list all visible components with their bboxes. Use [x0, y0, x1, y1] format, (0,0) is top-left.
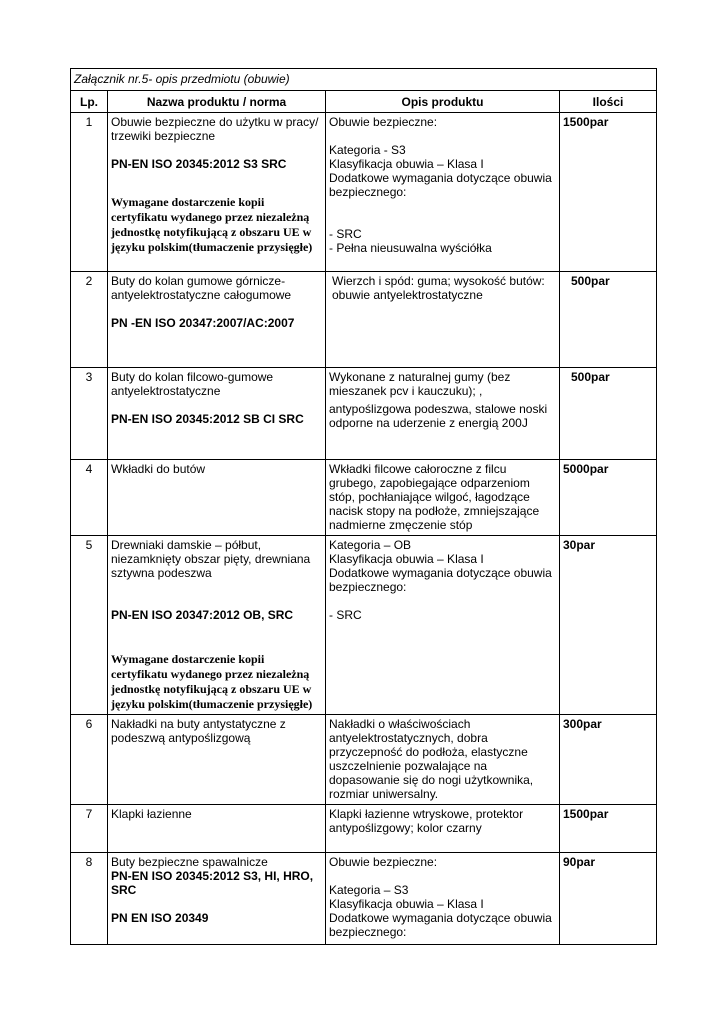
- row-desc-line: Kategoria - S3: [329, 143, 406, 157]
- row-lp: 2: [71, 272, 108, 368]
- row-qty: 1500par: [563, 115, 609, 129]
- row-lp: 6: [71, 715, 108, 805]
- header-qty: Ilości: [560, 91, 657, 113]
- row-norm: PN-EN ISO 20345:2012 S3 SRC: [111, 157, 287, 171]
- row-lp: 5: [71, 536, 108, 715]
- row-name-cell: [108, 368, 326, 460]
- row-name: Wkładki do butów: [108, 460, 326, 536]
- row-qty-cell: [560, 853, 657, 945]
- row-desc-line: Klasyfikacja obuwia – Klasa I: [329, 897, 484, 911]
- row-name: Buty bezpieczne spawalnicze: [111, 855, 268, 869]
- row-desc-line: Dodatkowe wymagania dotyczące obuwia bezpiecznego:: [329, 911, 552, 939]
- row-name: Drewniaki damskie – półbut, niezamknięty obszar pięty, drewniana sztywna podeszwa: [111, 538, 311, 580]
- row-lp: 1: [71, 113, 108, 272]
- row-qty: 500par: [571, 274, 610, 288]
- table-row: [71, 715, 657, 805]
- row-desc-line: Obuwie bezpieczne:: [329, 855, 438, 869]
- row-name-cell: [108, 113, 326, 272]
- row-desc-line: Kategoria – OB: [329, 538, 412, 552]
- row-qty: 30par: [563, 538, 596, 552]
- row-norm: PN -EN ISO 20347:2007/AC:2007: [111, 316, 295, 330]
- row-note: Wymagane dostarczenie kopii certyfikatu wydanego przez niezależną jednostkę notyfikującą z obszaru UE w języku polskim(tłumaczenie przysięgłe): [111, 652, 313, 711]
- row-desc: Wykonane z naturalnej gumy (bez mieszanek pcv i kauczuku); ,: [329, 370, 511, 398]
- row-norm: PN-EN ISO 20345:2012 S3, HI, HRO, SRC: [111, 869, 314, 897]
- table-row: [71, 536, 657, 715]
- header-desc: Opis produktu: [326, 91, 560, 113]
- row-name: Klapki łazienne: [108, 805, 326, 853]
- row-qty: 500par: [571, 370, 610, 384]
- row-desc: Wierzch i spód: guma; wysokość butów: obuwie antyelektrostatyczne: [332, 274, 545, 302]
- row-qty: 1500par: [563, 807, 609, 821]
- product-table: [70, 68, 657, 945]
- row-qty-cell: [560, 536, 657, 715]
- row-desc-cell: [326, 272, 560, 368]
- row-qty-cell: [560, 272, 657, 368]
- row-desc-2: antypoślizgowa podeszwa, stalowe noski odporne na uderzenie z energią 200J: [329, 402, 548, 430]
- row-desc-cell: [326, 536, 560, 715]
- table-caption: Załącznik nr.5- opis przedmiotu (obuwie): [71, 69, 657, 91]
- row-desc-cell: [326, 368, 560, 460]
- row-desc-line: Klasyfikacja obuwia – Klasa I: [329, 157, 484, 171]
- header-lp: Lp.: [71, 91, 108, 113]
- table-row: [71, 272, 657, 368]
- row-name: Buty do kolan filcowo-gumowe antyelektrostatyczne: [111, 370, 274, 398]
- row-desc-line: Obuwie bezpieczne:: [329, 115, 438, 129]
- row-name-cell: [108, 272, 326, 368]
- row-desc-line: Dodatkowe wymagania dotyczące obuwia bezpiecznego:: [329, 171, 552, 199]
- table-row: [71, 853, 657, 945]
- row-name: Obuwie bezpieczne do użytku w pracy/ trzewiki bezpieczne: [111, 115, 319, 143]
- row-qty: 300par: [563, 717, 602, 731]
- row-qty-cell: [560, 460, 657, 536]
- row-qty: 5000par: [563, 462, 609, 476]
- table-row: [71, 460, 657, 536]
- row-desc-line: Dodatkowe wymagania dotyczące obuwia bezpiecznego:: [329, 566, 552, 594]
- row-qty: 90par: [563, 855, 596, 869]
- table-row: [71, 805, 657, 853]
- row-desc-cell: [326, 113, 560, 272]
- row-norm: PN-EN ISO 20345:2012 SB CI SRC: [111, 412, 304, 426]
- row-desc-line: - SRC: [329, 227, 362, 241]
- row-name: Buty do kolan gumowe górnicze-antyelektrostatyczne całogumowe: [111, 274, 292, 302]
- header-name: Nazwa produktu / norma: [108, 91, 326, 113]
- row-qty-cell: [560, 368, 657, 460]
- row-norm: PN-EN ISO 20347:2012 OB, SRC: [111, 608, 294, 622]
- header-row: [71, 91, 657, 113]
- row-lp: 8: [71, 853, 108, 945]
- row-desc: Wkładki filcowe całoroczne z filcu grubego, zapobiegające odparzeniom stóp, pochłaniające wilgoć, łagodzące nacisk stopy na podłoże, zmniejszające nadmierne zmęczenie stóp: [326, 460, 560, 536]
- row-lp: 7: [71, 805, 108, 853]
- row-qty-cell: [560, 715, 657, 805]
- row-norm-2: PN EN ISO 20349: [111, 911, 209, 925]
- row-desc-cell: [326, 853, 560, 945]
- row-desc-line: - SRC: [329, 608, 362, 622]
- row-desc-line: Kategoria – S3: [329, 883, 409, 897]
- row-note: Wymagane dostarczenie kopii certyfikatu wydanego przez niezależną jednostkę notyfikującą z obszaru UE w języku polskim(tłumaczenie przysięgłe): [111, 195, 313, 254]
- table-row: [71, 113, 657, 272]
- row-qty-cell: [560, 805, 657, 853]
- row-desc: Klapki łazienne wtryskowe, protektor antypoślizgowy; kolor czarny: [326, 805, 560, 853]
- table-row: [71, 368, 657, 460]
- row-desc: Nakładki o właściwościach antyelektrostatycznych, dobra przyczepność do podłoża, elastyczne uszczelnienie pozwalające na dopasowanie się do nogi użytkownika, rozmiar uniwersalny.: [326, 715, 560, 805]
- row-name: Nakładki na buty antystatyczne z podeszwą antypoślizgową: [108, 715, 326, 805]
- row-lp: 3: [71, 368, 108, 460]
- row-qty-cell: [560, 113, 657, 272]
- row-name-cell: [108, 853, 326, 945]
- row-name-cell: [108, 536, 326, 715]
- row-desc-line: - Pełna nieusuwalna wyściółka: [329, 241, 492, 255]
- row-lp: 4: [71, 460, 108, 536]
- row-desc-line: Klasyfikacja obuwia – Klasa I: [329, 552, 484, 566]
